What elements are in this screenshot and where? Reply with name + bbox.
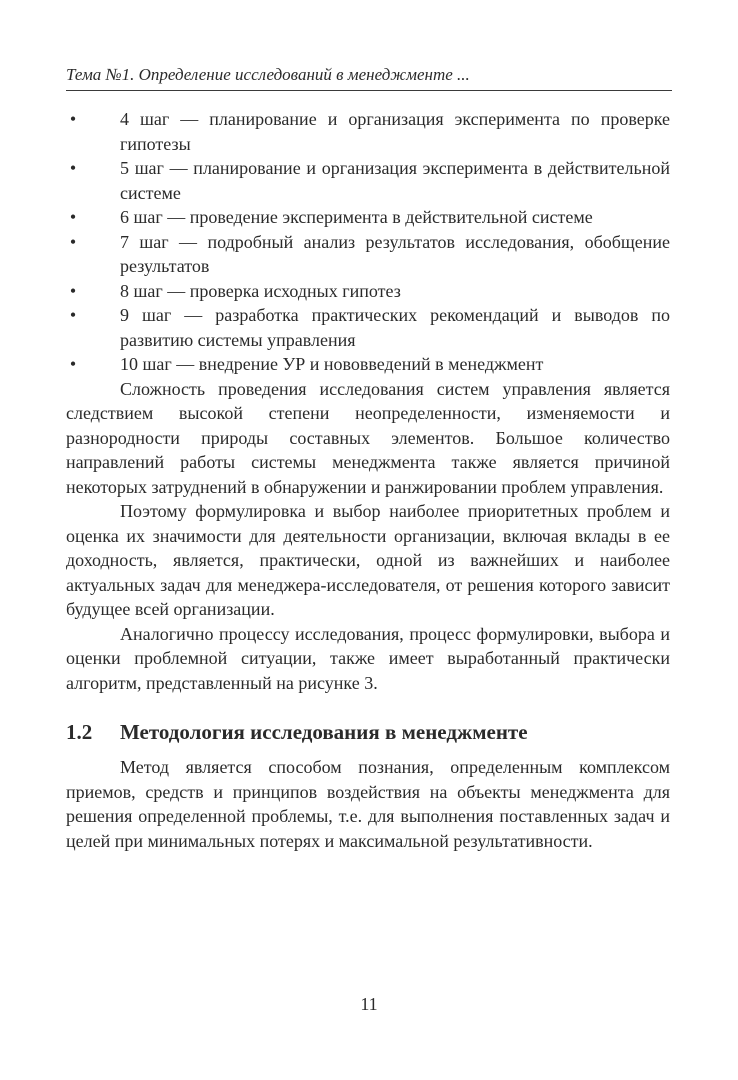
page-content [66, 107, 670, 853]
list-item: • 8 шаг — проверка исходных гипотез [66, 279, 670, 304]
page-number: 11 [360, 994, 378, 1014]
list-item: • 7 шаг — подробный анализ результатов исследования, обобщение результатов [66, 230, 670, 279]
bullet-icon: • [69, 354, 77, 374]
section-number: 1.2 [66, 720, 93, 744]
bullet-icon: • [69, 231, 77, 252]
list-item: • 6 шаг — проведение эксперимента в действительной системе [66, 205, 670, 230]
paragraph: Сложность проведения исследования систем управления является следствием высокой степени неопределенности, изменяемости и разнородности природы составных элементов. Большое количество направлений работы системы менеджмента также является причиной некоторых затруднений в обнаружении и ранжировании проблем управления. [66, 378, 670, 497]
paragraph: Метод является способом познания, определенным комплексом приемов, средств и принципов воздействия на объекты менеджмента для решения определенной проблемы, т.е. для выполнения поставленных задач и целей при минимальных потерях и максимальной результативности. [66, 757, 670, 851]
paragraph: Поэтому формулировка и выбор наиболее приоритетных проблем и оценка их значимости для деятельности организации, включая вклады в ее доходность, является, практически, одной из важнейших и наиболее актуальных задач для менеджера-исследователя, от решения которого зависит будущее всей организации. [66, 501, 670, 619]
bullet-icon: • [69, 109, 77, 129]
bullet-icon: • [69, 280, 77, 301]
paragraph: Аналогично процессу исследования, процесс формулировки, выбора и оценки проблемной ситуации, также имеет выработанный практически алгоритм, представленный на рисунке 3. [66, 623, 670, 693]
bullet-icon: • [69, 305, 77, 325]
list-item: • 5 шаг — планирование и организация эксперимента в действительной системе [66, 156, 670, 205]
list-item: • 9 шаг — разработка практических рекомендаций и выводов по развитию системы управления [66, 303, 670, 352]
running-header [66, 64, 672, 91]
bullet-icon: • [69, 207, 77, 227]
list-item: • 10 шаг — внедрение УР и нововведений в менеджмент [66, 352, 670, 377]
section-title: Методология исследования в менеджменте [120, 720, 528, 744]
list-item: • 4 шаг — планирование и организация эксперимента по проверке гипотезы [66, 107, 670, 156]
running-header-title: Тема №1. Определение исследований в менеджменте ... [66, 65, 470, 84]
bullet-icon: • [69, 158, 77, 178]
section-heading [66, 717, 670, 747]
steps-list [66, 107, 670, 377]
